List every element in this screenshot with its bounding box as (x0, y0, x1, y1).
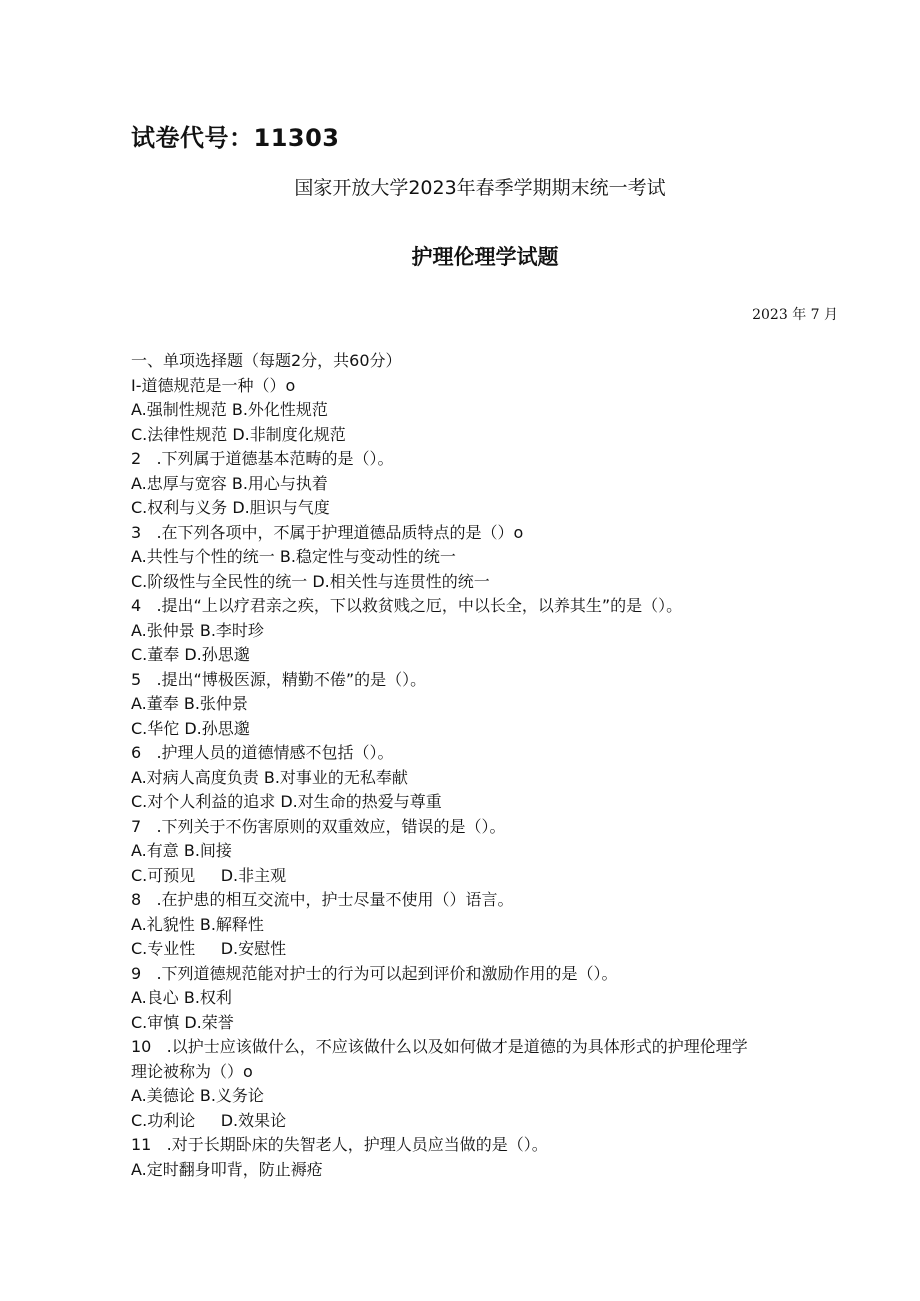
question-line: C.法律性规范 D.非制度化规范 (131, 424, 346, 444)
paper-code: 试卷代号：11303 (131, 124, 340, 152)
question-line: A.对病人高度负责 B.对事业的无私奉献 (131, 767, 408, 787)
question-line: C.审慎 D.荣誉 (131, 1012, 234, 1032)
question-line: C.董奉 D.孙思邈 (131, 645, 250, 664)
question-line: 3 .在下列各项中，不属于护理道德品质特点的是（）o (131, 522, 524, 542)
question-list (131, 349, 851, 1182)
question-line: 11 .对于长期卧床的失智老人，护理人员应当做的是（）。 (131, 1135, 548, 1154)
question-line: A.美德论 B.义务论 (131, 1086, 264, 1105)
question-line: 4 .提出“上以疗君亲之疾，下以救贫贱之厄，中以长全，以养其生”的是（）。 (131, 596, 683, 615)
question-line: A.礼貌性 B.解释性 (131, 914, 264, 934)
exam-name: 国家开放大学2023年春季学期期末统一考试 (294, 177, 666, 199)
question-line: 7 .下列关于不伤害原则的双重效应，错误的是（）。 (131, 816, 506, 836)
question-line: 10 .以护士应该做什么，不应该做什么以及如何做才是道德的为具体形式的护理伦理学 (131, 1037, 748, 1056)
question-line: A.共性与个性的统一 B.稳定性与变动性的统一 (131, 547, 456, 566)
question-line: C.功利论 D.效果论 (131, 1110, 287, 1130)
question-line: C.可预见 D.非主观 (131, 865, 287, 885)
question-line: A.良心 B.权利 (131, 988, 232, 1007)
question-line: 2 .下列属于道德基本范畴的是（）。 (131, 449, 394, 468)
question-line: 9 .下列道德规范能对护士的行为可以起到评价和激励作用的是（）。 (131, 963, 618, 983)
question-line: 理论被称为（）o (131, 1061, 253, 1081)
question-line: A.定时翻身叩背，防止褥疮 (131, 1159, 323, 1179)
question-line: A.董奉 B.张仲景 (131, 694, 248, 713)
question-line: 6 .护理人员的道德情感不包括（）。 (131, 743, 394, 762)
question-line: C.专业性 D.安慰性 (131, 939, 287, 958)
question-lines (131, 374, 851, 1183)
question-line: C.华佗 D.孙思邈 (131, 718, 250, 738)
question-line: A.强制性规范 B.外化性规范 (131, 400, 328, 419)
question-line: A.忠厚与宽容 B.用心与执着 (131, 473, 328, 493)
exam-date: 2023 年 7 月 (752, 307, 838, 323)
question-line: A.有意 B.间接 (131, 841, 232, 860)
question-line: I-道德规范是一种（）o (131, 375, 296, 395)
question-line: A.张仲景 B.李时珍 (131, 620, 264, 640)
section-heading: 一、单项选择题（每题2分，共60分） (131, 351, 402, 370)
question-line: 8 .在护患的相互交流中，护士尽量不使用（）语言。 (131, 890, 514, 909)
question-line: C.对个人利益的追求 D.对生命的热爱与尊重 (131, 792, 442, 811)
question-line: 5 .提出“博极医源，精勤不倦”的是（）。 (131, 669, 427, 689)
question-line: C.权利与义务 D.胆识与气度 (131, 498, 330, 517)
question-line: C.阶级性与全民性的统一 D.相关性与连贯性的统一 (131, 571, 490, 591)
subject-title: 护理伦理学试题 (411, 245, 559, 269)
